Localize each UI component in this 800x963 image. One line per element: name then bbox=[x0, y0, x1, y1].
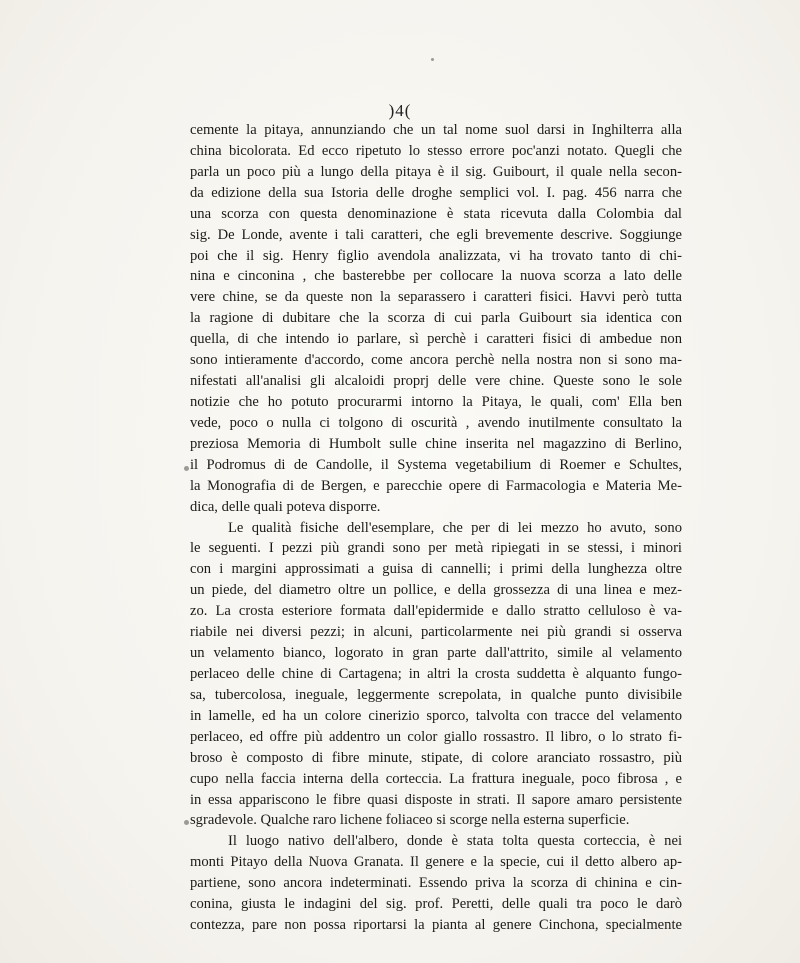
text-line: sono intieramente d'accordo, come ancora perchè nella nostra non si sono ma- bbox=[190, 352, 682, 369]
text-line: il Podromus di de Candolle, il Systema vegetabilium di Roemer e Schultes, bbox=[190, 456, 682, 473]
text-line: cemente la pitaya, annunziando che un tal nome suol darsi in Inghilterra alla bbox=[190, 122, 682, 138]
page-number: )4( bbox=[388, 101, 412, 120]
paper-speck bbox=[184, 820, 189, 825]
paragraph-start-line: Il luogo nativo dell'albero, donde è stata tolta questa corteccia, è nei bbox=[228, 833, 682, 850]
text-line: poi che il sig. Henry figlio avendola analizzata, vi ha trovato tanto di chi- bbox=[190, 247, 682, 264]
paper-speck bbox=[184, 466, 189, 471]
text-line: conina, giusta le indagini del sig. prof. Peretti, delle quali tra poco le darò bbox=[190, 896, 682, 913]
text-line: perlaceo delle chine di Cartagena; in altri la crosta suddetta è alquanto fungo- bbox=[190, 665, 682, 682]
text-line: in lamelle, ed ha un colore cinerizio sporco, talvolta con tracce del velamento bbox=[190, 707, 682, 724]
text-line: nifestati all'analisi gli alcaloidi proprj delle vere chine. Queste sono le sole bbox=[190, 373, 682, 390]
text-line: riabile nei diversi pezzi; in alcuni, particolarmente nei più grandi si osserva bbox=[190, 624, 682, 641]
text-line: la Monografia di de Bergen, e parecchie opere di Farmacologia e Materia Me- bbox=[190, 477, 682, 494]
text-line: china bicolorata. Ed ecco ripetuto lo stesso errore poc'anzi notato. Quegli che bbox=[190, 142, 682, 159]
paragraph-start-line: Le qualità fisiche dell'esemplare, che per di lei mezzo ho avuto, sono bbox=[228, 519, 682, 536]
text-line: vede, poco o nulla ci tolgono di oscurità , avendo inutilmente consultato la bbox=[190, 414, 682, 431]
text-line: perlaceo, ed offre più addentro un color giallo rossastro. Il libro, o lo strato fi- bbox=[190, 728, 682, 745]
text-line: dica, delle quali poteva disporre. bbox=[190, 498, 381, 515]
text-line: sa, tubercolosa, ineguale, leggermente screpolata, in qualche punto divisibile bbox=[190, 686, 682, 703]
text-line: una scorza con questa denominazione è stata ricevuta dalla Colombia dal bbox=[190, 205, 682, 222]
text-line: partiene, sono ancora indeterminati. Essendo priva la scorza di chinina e cin- bbox=[190, 875, 682, 892]
text-line: zo. La crosta esteriore formata dall'epidermide e dallo stratto celluloso è va- bbox=[190, 603, 682, 620]
text-line: sig. De Londe, avente i tali caratteri, che egli brevemente descrive. Soggiunge bbox=[190, 226, 682, 243]
text-line: un piede, del diametro oltre un pollice, e della grossezza di una linea e mez- bbox=[190, 582, 682, 599]
body-text bbox=[190, 120, 682, 936]
text-line: la ragione di dubitare che la scorza di cui parla Guibourt sia identica con bbox=[190, 310, 682, 327]
text-line: contezza, pare non possa riportarsi la pianta al genere Cinchona, specialmente bbox=[190, 917, 682, 934]
text-line: da edizione della sua Istoria delle droghe semplici vol. I. pag. 456 narra che bbox=[190, 184, 682, 201]
text-line: con i margini approssimati a guisa di cannelli; i primi della lunghezza oltre bbox=[190, 561, 682, 578]
text-line: sgradevole. Qualche raro lichene foliaceo si scorge nella esterna superficie. bbox=[190, 812, 630, 829]
text-line: monti Pitayo della Nuova Granata. Il genere e la specie, cui il detto albero ap- bbox=[190, 854, 682, 871]
text-line: quella, di che intendo io parlare, sì perchè i caratteri fisici di ambedue non bbox=[190, 331, 682, 348]
text-line: in essa appariscono le fibre quasi disposte in strati. Il sapore amaro persistente bbox=[190, 791, 682, 808]
text-line: parla un poco più a lungo della pitaya è il sig. Guibourt, il quale nella secon- bbox=[190, 163, 682, 180]
text-line: notizie che ho potuto procurarmi intorno la Pitaya, le quali, com' Ella ben bbox=[190, 393, 682, 410]
text-line: vere chine, se da queste non la separassero i caratteri fisici. Havvi però tutta bbox=[190, 289, 682, 306]
text-line: broso è composto di fibre minute, stipate, di colore aranciato rossastro, più bbox=[190, 749, 682, 766]
text-line: un velamento bianco, logorato in gran parte dall'attrito, simile al velamento bbox=[190, 645, 682, 662]
text-line: le seguenti. I pezzi più grandi sono per metà ripiegati in se stessi, i minori bbox=[190, 540, 682, 557]
paper-speck bbox=[431, 58, 434, 61]
text-line: preziosa Memoria di Humbolt sulle chine inserita nel magazzino di Berlino, bbox=[190, 435, 682, 452]
text-line: cupo nella faccia interna della corteccia. La frattura ineguale, poco fibrosa , e bbox=[190, 770, 682, 787]
text-line: nina e cinconina , che basterebbe per collocare la nuova scorza a lato delle bbox=[190, 268, 682, 285]
